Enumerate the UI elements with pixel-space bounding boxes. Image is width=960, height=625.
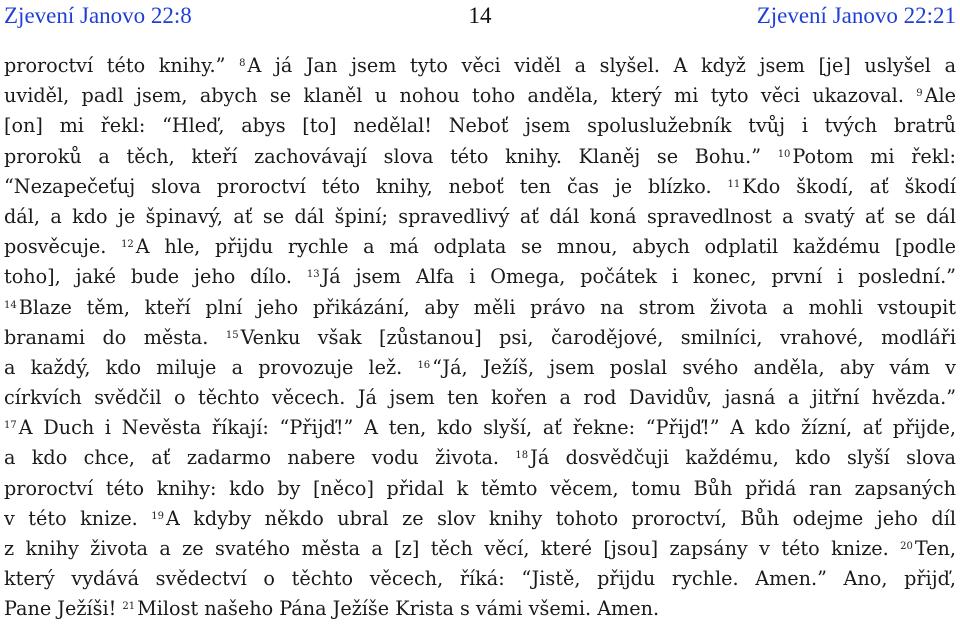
verse-number: 14 xyxy=(4,299,17,311)
verse-number: 18 xyxy=(515,450,529,462)
text-line xyxy=(4,172,956,202)
verse-number: 19 xyxy=(151,510,164,522)
verse-text: z knihy života a ze svatého města a [z] těch věcí, které [jsou] zapsány v této knize. xyxy=(4,537,901,560)
page-number: 14 xyxy=(468,3,492,28)
verse-text: Potom mi řekl: xyxy=(792,144,956,168)
verse-text: A kdyby někdo ubral ze slov knihy tohoto proroctví, Bůh odejme jeho díl xyxy=(165,506,956,530)
text-line xyxy=(4,142,956,172)
text-line xyxy=(4,51,956,81)
verse-text: Já jsem Alfa i Omega, počátek i konec, první i poslední.” xyxy=(321,265,956,289)
text-line xyxy=(4,262,956,292)
text-line xyxy=(4,594,956,624)
text-line xyxy=(4,504,956,534)
verse-text: posvěcuje. xyxy=(4,235,122,259)
verse-number: 9 xyxy=(916,88,923,100)
verse-number: 15 xyxy=(225,329,239,341)
verse-text: Blaze těm, kteří plní jeho přikázání, aby měli právo na strom života a mohli vstoupit xyxy=(18,295,956,319)
verse-text: v této knize. xyxy=(4,506,152,530)
verse-number: 10 xyxy=(777,148,791,160)
verse-text: uviděl, padl jsem, abych se klaněl u nohou toho anděla, který mi tyto věci ukazoval. xyxy=(4,84,917,108)
verse-text: Venku však [zůstanou] psi, čarodějové, smilníci, vrahové, modláři xyxy=(240,325,956,349)
text-line xyxy=(4,443,956,473)
verse-text: Já dosvědčuji každému, kdo slyší slova xyxy=(530,446,956,470)
text-line xyxy=(4,232,956,262)
verse-text: proroctví této knihy: kdo by [něco] přidal k těmto věcem, tomu Bůh přidá ran zapsaných xyxy=(4,476,956,500)
header-right-reference[interactable]: Zjevení Janovo 22:21 xyxy=(756,3,956,28)
verse-text: Ale xyxy=(924,84,956,108)
verse-text: Pane Ježíši! xyxy=(4,597,123,621)
scripture-text xyxy=(4,51,956,625)
text-line xyxy=(4,202,956,232)
header-left-reference[interactable]: Zjevení Janovo 22:8 xyxy=(4,3,192,28)
verse-text: Kdo škodí, ať škodí xyxy=(742,174,956,198)
verse-text: A hle, přijdu rychle a má odplata se mnou, abych odplatil každému [podle xyxy=(135,235,956,259)
verse-number: 12 xyxy=(121,239,134,251)
verse-number: 8 xyxy=(239,58,246,69)
verse-text: “Nezapečeťuj slova proroctví této knihy, neboť ten čas je blízko. xyxy=(4,174,728,198)
verse-text: A já Jan jsem tyto věci viděl a slyšel. A když jsem [je] uslyšel a xyxy=(247,54,956,77)
text-line xyxy=(4,564,956,594)
text-line xyxy=(4,111,956,141)
verse-text: A Duch i Nevěsta říkají: “Přijď!” A ten, kdo slyší, ať řekne: “Přijď!” A kdo žízní, ať přijde, xyxy=(18,416,956,440)
verse-number: 11 xyxy=(727,178,741,190)
verse-number: 13 xyxy=(306,269,320,281)
verse-text: branami do města. xyxy=(4,325,226,349)
verse-text: toho], jaké bude jeho dílo. xyxy=(4,265,307,289)
text-line xyxy=(4,81,956,111)
verse-text: který vydává svědectví o těchto věcech, říká: “Jistě, přijdu rychle. Amen.” Ano, přijď, xyxy=(4,567,956,591)
verse-text: dál, a kdo je špinavý, ať se dál špiní; spravedlivý ať dál koná spravedlnost a svatý ať se dál xyxy=(4,204,956,228)
verse-text: Milost našeho Pána Ježíše Krista s vámi všemi. Amen. xyxy=(137,597,660,621)
verse-text: a každý, kdo miluje a provozuje lež. xyxy=(4,355,418,379)
text-line xyxy=(4,474,956,504)
verse-number: 17 xyxy=(4,420,17,432)
verse-text: proroctví této knihy.” xyxy=(4,54,240,77)
verse-number: 16 xyxy=(417,359,431,371)
verse-number: 20 xyxy=(900,541,913,552)
text-line xyxy=(4,383,956,413)
verse-text: Ten, xyxy=(914,537,956,560)
running-header xyxy=(4,3,956,33)
text-line xyxy=(4,413,956,443)
verse-text: proroků a těch, kteří zachovávají slova této knihy. Klaněj se Bohu.” xyxy=(4,144,778,168)
verse-text: “Já, Ježíš, jsem poslal svého anděla, aby vám v xyxy=(432,355,956,379)
text-line xyxy=(4,534,956,564)
verse-text: církvích svědčil o těchto věcech. Já jsem ten kořen a rod Davidův, jasná a jitřní hvězda.” xyxy=(4,386,956,410)
verse-number: 21 xyxy=(122,601,136,613)
text-line xyxy=(4,353,956,383)
verse-text: a kdo chce, ať zadarmo nabere vodu života. xyxy=(4,446,516,470)
text-line xyxy=(4,293,956,323)
verse-text: [on] mi řekl: “Hleď, abys [to] nedělal! Neboť jsem spoluslužebník tvůj i tvých bratrů xyxy=(4,114,956,138)
text-line xyxy=(4,323,956,353)
